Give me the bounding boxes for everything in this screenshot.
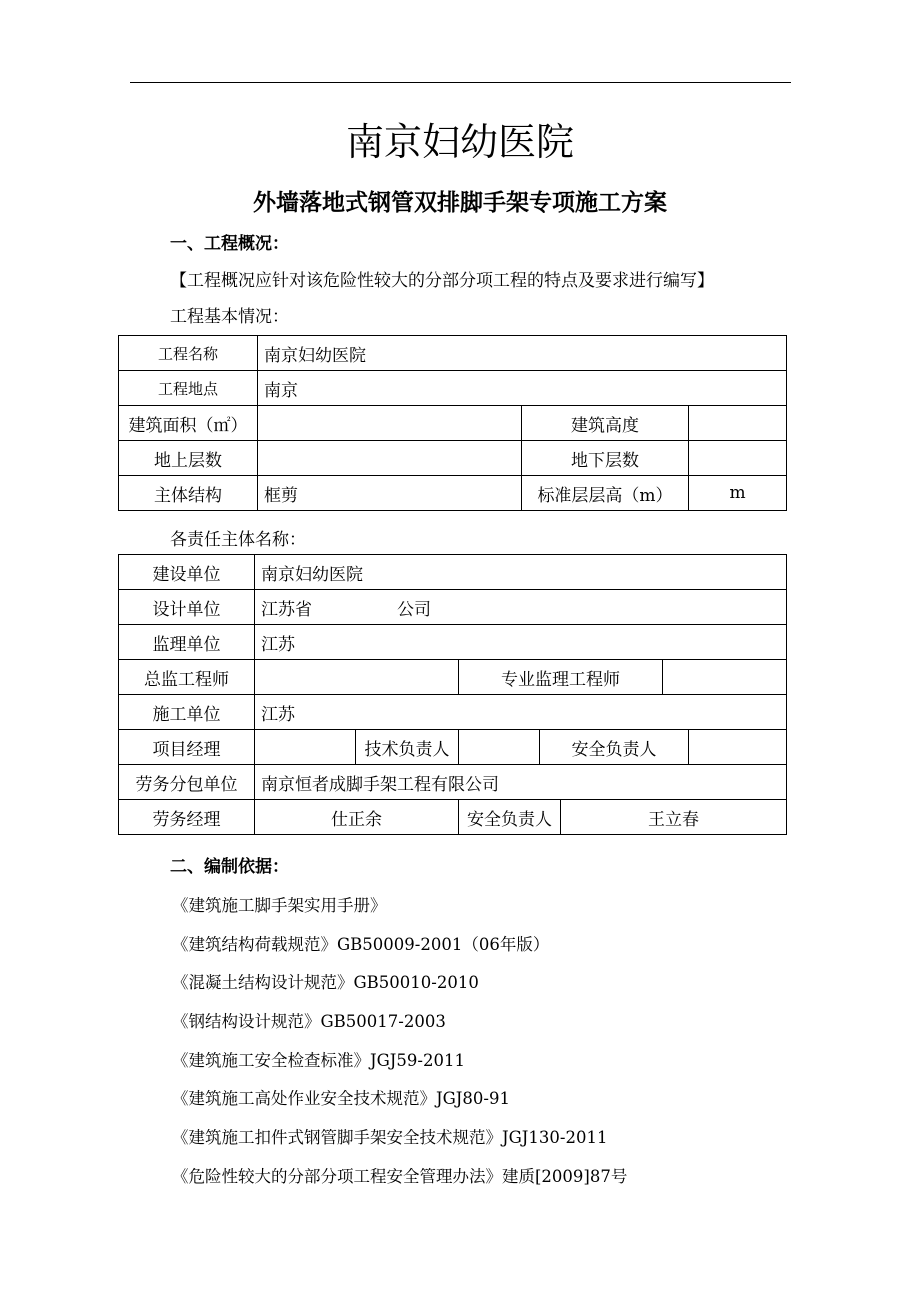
table-row <box>119 590 787 625</box>
height-value <box>689 406 787 441</box>
table-row <box>119 800 787 835</box>
pm-value <box>255 730 356 765</box>
section1-note: 【工程概况应针对该危险性较大的分部分项工程的特点及要求进行编写】 <box>170 271 714 291</box>
table-row <box>119 371 787 406</box>
story-height-label: 标准层层高（m） <box>522 476 689 511</box>
reference-list <box>172 894 627 1204</box>
table-row <box>119 660 787 695</box>
labor-sub-value: 南京恒者成脚手架工程有限公司 <box>255 765 787 800</box>
safety-lead-value <box>689 730 787 765</box>
safety-lead-label: 安全负责人 <box>540 730 689 765</box>
specialist-supervisor-value <box>663 660 787 695</box>
contractor-value: 江苏 <box>255 695 787 730</box>
table-row <box>119 730 787 765</box>
list-item: 《建筑施工安全检查标准》JGJ59-2011 <box>172 1050 465 1070</box>
area-label: 建筑面积（㎡） <box>119 406 258 441</box>
labor-manager-label: 劳务经理 <box>119 800 255 835</box>
list-item: 《危险性较大的分部分项工程安全管理办法》建质[2009]87号 <box>172 1166 628 1186</box>
structure-label: 主体结构 <box>119 476 258 511</box>
document-title: 南京妇幼医院 <box>345 120 574 164</box>
floors-above-value <box>258 441 522 476</box>
list-item: 《建筑施工扣件式钢管脚手架安全技术规范》JGJ130-2011 <box>172 1128 608 1148</box>
location-value: 南京 <box>258 371 787 406</box>
structure-value: 框剪 <box>258 476 522 511</box>
specialist-supervisor-label: 专业监理工程师 <box>459 660 663 695</box>
labor-sub-label: 劳务分包单位 <box>119 765 255 800</box>
list-item: 《建筑施工脚手架实用手册》 <box>172 896 387 915</box>
tech-lead-label: 技术负责人 <box>356 730 459 765</box>
list-item: 《钢结构设计规范》GB50017-2003 <box>172 1012 446 1032</box>
chief-supervisor-value <box>255 660 459 695</box>
floors-below-label: 地下层数 <box>522 441 689 476</box>
table-row <box>119 765 787 800</box>
table-row <box>119 336 787 371</box>
table-row <box>119 695 787 730</box>
designer-label: 设计单位 <box>119 590 255 625</box>
table-row <box>119 555 787 590</box>
section1-heading: 一、工程概况： <box>170 234 289 254</box>
designer-value: 江苏省 公司 <box>255 590 787 625</box>
labor-manager-value: 仕正余 <box>255 800 459 835</box>
basic-info-table <box>118 335 787 511</box>
basic-info-label: 工程基本情况： <box>170 307 289 327</box>
document-subtitle: 外墙落地式钢管双排脚手架专项施工方案 <box>253 190 667 216</box>
supervisor-value: 江苏 <box>255 625 787 660</box>
area-value <box>258 406 522 441</box>
parties-label: 各责任主体名称： <box>170 530 306 550</box>
list-item: 《建筑结构荷载规范》GB50009-2001（06年版） <box>172 934 550 954</box>
section2-heading: 二、编制依据： <box>170 857 289 877</box>
labor-safety-label: 安全负责人 <box>459 800 561 835</box>
table-row <box>119 625 787 660</box>
pm-label: 项目经理 <box>119 730 255 765</box>
floors-above-label: 地上层数 <box>119 441 258 476</box>
parties-table <box>118 554 787 835</box>
table-row <box>119 441 787 476</box>
labor-safety-value: 王立春 <box>561 800 787 835</box>
location-label: 工程地点 <box>119 371 258 406</box>
owner-label: 建设单位 <box>119 555 255 590</box>
supervisor-label: 监理单位 <box>119 625 255 660</box>
table-row <box>119 476 787 511</box>
header-rule <box>130 82 791 83</box>
project-name-value: 南京妇幼医院 <box>258 336 787 371</box>
height-label: 建筑高度 <box>522 406 689 441</box>
table-row <box>119 406 787 441</box>
story-height-unit: m <box>689 476 787 511</box>
list-item: 《混凝土结构设计规范》GB50010-2010 <box>172 973 479 993</box>
project-name-label: 工程名称 <box>119 336 258 371</box>
contractor-label: 施工单位 <box>119 695 255 730</box>
tech-lead-value <box>459 730 540 765</box>
list-item: 《建筑施工高处作业安全技术规范》JGJ80-91 <box>172 1089 510 1109</box>
floors-below-value <box>689 441 787 476</box>
chief-supervisor-label: 总监工程师 <box>119 660 255 695</box>
owner-value: 南京妇幼医院 <box>255 555 787 590</box>
